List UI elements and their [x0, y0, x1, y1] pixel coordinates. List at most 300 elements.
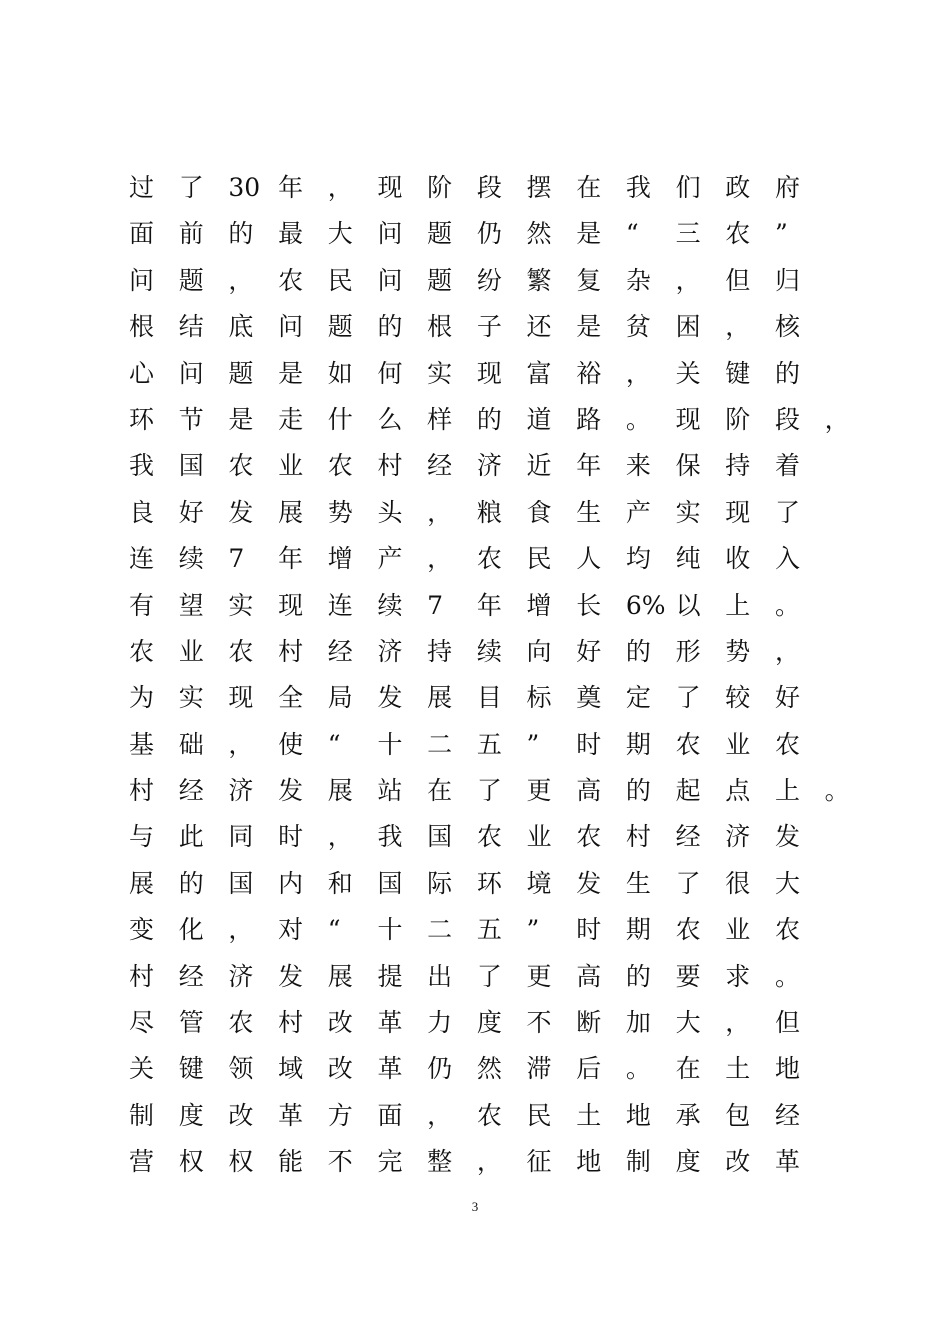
text-glyph: 农: [476, 1100, 502, 1130]
text-glyph: 后: [576, 1054, 602, 1084]
text-glyph: 增: [327, 544, 353, 574]
text-glyph: 连: [327, 590, 353, 620]
text-glyph: 化: [178, 915, 204, 945]
text-glyph: 路: [576, 404, 602, 434]
text-glyph: 经: [427, 451, 453, 481]
text-glyph: 对: [278, 915, 304, 945]
text-line: [129, 304, 909, 350]
text-glyph: 仍: [427, 1054, 453, 1084]
text-glyph: ，: [228, 729, 254, 759]
text-glyph: 摆: [526, 173, 552, 202]
text-glyph: 领: [228, 1054, 254, 1084]
text-glyph: 展: [327, 776, 353, 806]
text-glyph: 展: [278, 497, 304, 527]
text-glyph: 整: [427, 1147, 453, 1177]
text-glyph: 度: [476, 1008, 502, 1038]
text-glyph: 发: [377, 683, 403, 713]
text-glyph: 题: [327, 312, 353, 342]
text-glyph: 题: [427, 265, 453, 295]
text-glyph: 的: [476, 404, 502, 434]
text-line: [129, 861, 909, 907]
text-glyph: 大: [327, 219, 353, 249]
text-glyph: 年: [576, 451, 602, 481]
text-glyph: 权: [228, 1147, 254, 1177]
text-glyph: 杂: [625, 265, 651, 295]
text-glyph: 全: [278, 683, 304, 713]
text-glyph: 力: [427, 1008, 453, 1038]
text-glyph: 势: [327, 497, 353, 527]
text-glyph: ，: [476, 1147, 502, 1177]
text-glyph: 提: [377, 961, 403, 991]
text-glyph: 环: [129, 404, 155, 434]
text-glyph: 好: [576, 636, 602, 666]
text-glyph: 的: [625, 776, 651, 806]
text-glyph: 为: [129, 683, 155, 713]
text-glyph: 村: [129, 776, 155, 806]
text-glyph: 农: [327, 451, 353, 481]
text-glyph: 的: [377, 312, 403, 342]
text-glyph: 纷: [476, 265, 502, 295]
text-glyph: 段: [774, 404, 800, 434]
text-glyph: 是: [278, 358, 304, 388]
text-glyph: 望: [178, 590, 204, 620]
text-glyph: 实: [178, 683, 204, 713]
text-glyph: 现: [377, 173, 403, 202]
text-glyph: 是: [576, 312, 602, 342]
text-glyph: 节: [178, 404, 204, 434]
text-glyph: ，: [427, 544, 453, 574]
text-glyph: 形: [675, 636, 701, 666]
text-glyph: 标: [526, 683, 552, 713]
text-glyph: 样: [427, 404, 453, 434]
text-line: [129, 722, 909, 768]
text-glyph: 了: [476, 961, 502, 991]
text-glyph: 最: [278, 219, 304, 249]
text-glyph: 生: [625, 868, 651, 898]
text-glyph: 发: [278, 776, 304, 806]
text-glyph: 问: [377, 265, 403, 295]
text-glyph: 问: [278, 312, 304, 342]
text-glyph: 时: [278, 822, 304, 852]
text-line: [129, 351, 909, 397]
text-glyph: 经: [327, 636, 353, 666]
text-glyph: 面: [129, 219, 155, 249]
text-glyph: 环: [476, 868, 502, 898]
text-glyph: 均: [625, 544, 651, 574]
text-glyph: 民: [526, 1100, 552, 1130]
text-glyph: 前: [178, 219, 204, 249]
text-glyph: 在: [576, 173, 602, 202]
text-glyph: 题: [427, 219, 453, 249]
text-glyph: 核: [774, 312, 800, 342]
text-glyph: 十: [377, 915, 403, 945]
text-glyph: 期: [625, 729, 651, 759]
text-glyph: 什: [327, 404, 353, 434]
text-glyph: 现: [675, 404, 701, 434]
text-glyph: 点: [725, 776, 751, 806]
text-glyph: 续: [377, 590, 403, 620]
text-glyph: 农: [129, 636, 155, 666]
text-glyph: 大: [675, 1008, 701, 1038]
text-glyph: 繁: [526, 265, 552, 295]
text-glyph: 良: [129, 497, 155, 527]
text-glyph: 度: [178, 1100, 204, 1130]
text-glyph: 生: [576, 497, 602, 527]
text-glyph: 问: [377, 219, 403, 249]
text-glyph: 农: [476, 822, 502, 852]
text-glyph: 基: [129, 729, 155, 759]
text-glyph: 革: [377, 1008, 403, 1038]
text-glyph: 济: [476, 451, 502, 481]
text-glyph: 奠: [576, 683, 602, 713]
text-glyph: 能: [278, 1147, 304, 1177]
text-glyph: 农: [576, 822, 602, 852]
text-glyph: 然: [476, 1054, 502, 1084]
text-glyph: 。: [774, 961, 800, 991]
text-glyph: 问: [129, 265, 155, 295]
text-glyph: 过: [129, 173, 155, 202]
text-glyph: 变: [129, 915, 155, 945]
text-glyph: 与: [129, 822, 155, 852]
text-glyph: 现: [476, 358, 502, 388]
text-glyph: “: [327, 915, 341, 945]
text-glyph: 济: [725, 822, 751, 852]
text-glyph: 发: [576, 868, 602, 898]
text-glyph: 五: [476, 729, 502, 759]
text-glyph: 同: [228, 822, 254, 852]
text-glyph: 农: [725, 219, 751, 249]
text-glyph: 经: [178, 961, 204, 991]
page-number: 3: [471, 1199, 479, 1214]
text-glyph: 仍: [476, 219, 502, 249]
text-line: [129, 536, 909, 582]
text-glyph: ，: [327, 822, 353, 852]
text-glyph: 何: [377, 358, 403, 388]
text-glyph: 续: [178, 544, 204, 574]
text-glyph: 不: [327, 1147, 353, 1177]
text-glyph: 7: [427, 590, 444, 620]
text-glyph: 更: [526, 776, 552, 806]
text-glyph: 心: [129, 358, 155, 388]
text-glyph: 面: [377, 1100, 403, 1130]
text-glyph: 方: [327, 1100, 353, 1130]
text-glyph: 。: [625, 404, 651, 434]
text-glyph: 革: [377, 1054, 403, 1084]
text-glyph: 势: [725, 636, 751, 666]
text-glyph: 键: [178, 1054, 204, 1084]
text-glyph: 结: [178, 312, 204, 342]
text-glyph: 以: [675, 590, 701, 620]
text-glyph: 么: [377, 404, 403, 434]
text-glyph: 的: [625, 961, 651, 991]
text-glyph: 30: [228, 173, 261, 202]
text-line: [129, 258, 909, 304]
text-glyph: 我: [625, 173, 651, 202]
text-glyph: 经: [675, 822, 701, 852]
text-glyph: 地: [774, 1054, 800, 1084]
text-line: [129, 1046, 909, 1092]
text-glyph: 村: [278, 636, 304, 666]
text-glyph: 产: [625, 497, 651, 527]
text-glyph: 业: [725, 915, 751, 945]
text-glyph: 农: [228, 451, 254, 481]
text-line: [129, 1139, 909, 1185]
text-glyph: 民: [526, 544, 552, 574]
text-glyph: ”: [526, 915, 540, 945]
text-glyph: 发: [774, 822, 800, 852]
text-glyph: 键: [725, 358, 751, 388]
text-glyph: 站: [377, 776, 403, 806]
text-glyph: 高: [576, 961, 602, 991]
text-glyph: 在: [427, 776, 453, 806]
text-glyph: 实: [675, 497, 701, 527]
text-glyph: 有: [129, 590, 155, 620]
text-glyph: 题: [228, 358, 254, 388]
text-glyph: 是: [228, 404, 254, 434]
text-glyph: ，: [625, 358, 651, 388]
text-glyph: 发: [278, 961, 304, 991]
text-line: [129, 814, 909, 860]
text-glyph: 年: [476, 590, 502, 620]
text-glyph: 展: [327, 961, 353, 991]
text-glyph: 更: [526, 961, 552, 991]
text-glyph: 向: [526, 636, 552, 666]
text-glyph: ，: [824, 404, 850, 434]
text-glyph: 保: [675, 451, 701, 481]
text-glyph: 但: [725, 265, 751, 295]
text-glyph: 高: [576, 776, 602, 806]
text-glyph: 国: [228, 868, 254, 898]
text-glyph: 制: [625, 1147, 651, 1177]
text-glyph: 了: [675, 683, 701, 713]
text-glyph: 了: [774, 497, 800, 527]
text-line: [129, 583, 909, 629]
text-glyph: 二: [427, 915, 453, 945]
text-glyph: 政: [725, 173, 751, 202]
text-glyph: 复: [576, 265, 602, 295]
text-glyph: 和: [327, 868, 353, 898]
text-glyph: 府: [774, 173, 800, 202]
text-glyph: 国: [377, 868, 403, 898]
text-glyph: 济: [377, 636, 403, 666]
text-glyph: 使: [278, 729, 304, 759]
text-glyph: 农: [278, 265, 304, 295]
text-glyph: 富: [526, 358, 552, 388]
text-glyph: 五: [476, 915, 502, 945]
text-glyph: 着: [774, 451, 800, 481]
text-line: [129, 768, 909, 814]
text-glyph: 国: [427, 822, 453, 852]
text-glyph: 业: [526, 822, 552, 852]
text-glyph: ”: [526, 729, 540, 759]
text-glyph: ，: [725, 1008, 751, 1038]
text-glyph: 业: [278, 451, 304, 481]
text-glyph: 道: [526, 404, 552, 434]
text-glyph: 内: [278, 868, 304, 898]
text-glyph: 收: [725, 544, 751, 574]
text-glyph: 发: [228, 497, 254, 527]
text-glyph: ，: [675, 265, 701, 295]
text-glyph: 展: [427, 683, 453, 713]
body-text: [129, 165, 909, 1186]
text-glyph: 困: [675, 312, 701, 342]
text-line: [129, 954, 909, 1000]
text-glyph: 革: [774, 1147, 800, 1177]
text-glyph: 要: [675, 961, 701, 991]
text-glyph: 展: [129, 868, 155, 898]
text-glyph: 不: [526, 1008, 552, 1038]
text-glyph: 。: [824, 776, 850, 806]
text-glyph: 关: [129, 1054, 155, 1084]
text-line: [129, 211, 909, 257]
text-glyph: 走: [278, 404, 304, 434]
text-glyph: 时: [576, 915, 602, 945]
text-glyph: 的: [178, 868, 204, 898]
text-line: [129, 675, 909, 721]
text-glyph: 段: [476, 173, 502, 202]
text-glyph: 三: [675, 219, 701, 249]
text-glyph: 际: [427, 868, 453, 898]
text-glyph: 境: [526, 868, 552, 898]
text-glyph: 实: [228, 590, 254, 620]
text-glyph: 是: [576, 219, 602, 249]
text-glyph: 此: [178, 822, 204, 852]
text-glyph: 村: [278, 1008, 304, 1038]
text-glyph: 持: [725, 451, 751, 481]
text-glyph: 业: [178, 636, 204, 666]
text-glyph: 营: [129, 1147, 155, 1177]
text-glyph: 的: [228, 219, 254, 249]
text-glyph: 地: [576, 1147, 602, 1177]
text-line: [129, 165, 909, 211]
text-glyph: 制: [129, 1100, 155, 1130]
text-glyph: 连: [129, 544, 155, 574]
text-glyph: 续: [476, 636, 502, 666]
text-glyph: 完: [377, 1147, 403, 1177]
text-glyph: 大: [774, 868, 800, 898]
text-glyph: 地: [625, 1100, 651, 1130]
text-glyph: 入: [774, 544, 800, 574]
text-glyph: 农: [774, 729, 800, 759]
text-glyph: 我: [377, 822, 403, 852]
text-glyph: 底: [228, 312, 254, 342]
text-glyph: “: [327, 729, 341, 759]
text-glyph: 实: [427, 358, 453, 388]
text-glyph: 十: [377, 729, 403, 759]
text-line: [129, 629, 909, 675]
text-glyph: 阶: [725, 404, 751, 434]
text-glyph: 们: [675, 173, 701, 202]
text-glyph: 农: [476, 544, 502, 574]
text-glyph: 。: [774, 590, 800, 620]
text-glyph: 长: [576, 590, 602, 620]
text-glyph: 济: [228, 961, 254, 991]
text-glyph: 归: [774, 265, 800, 295]
text-line: [129, 1093, 909, 1139]
text-glyph: 粮: [476, 497, 502, 527]
text-glyph: 尽: [129, 1008, 155, 1038]
text-line: [129, 397, 909, 443]
text-glyph: 定: [625, 683, 651, 713]
text-line: [129, 443, 909, 489]
text-glyph: 农: [675, 915, 701, 945]
text-glyph: ，: [228, 915, 254, 945]
text-glyph: 在: [675, 1054, 701, 1084]
text-glyph: 但: [774, 1008, 800, 1038]
text-glyph: 题: [178, 265, 204, 295]
text-glyph: 了: [476, 776, 502, 806]
text-glyph: 7: [228, 544, 245, 574]
text-glyph: 二: [427, 729, 453, 759]
text-glyph: 增: [526, 590, 552, 620]
text-glyph: 革: [278, 1100, 304, 1130]
text-glyph: 起: [675, 776, 701, 806]
text-glyph: 的: [774, 358, 800, 388]
text-glyph: ，: [228, 265, 254, 295]
text-glyph: 村: [377, 451, 403, 481]
text-glyph: 础: [178, 729, 204, 759]
text-glyph: 改: [327, 1054, 353, 1084]
text-glyph: 土: [576, 1100, 602, 1130]
text-glyph: 关: [675, 358, 701, 388]
text-glyph: 上: [725, 590, 751, 620]
text-line: [129, 907, 909, 953]
text-glyph: 期: [625, 915, 651, 945]
text-glyph: 民: [327, 265, 353, 295]
text-glyph: 业: [725, 729, 751, 759]
text-glyph: 滞: [526, 1054, 552, 1084]
text-glyph: 阶: [427, 173, 453, 202]
text-glyph: 近: [526, 451, 552, 481]
text-glyph: 6%: [625, 590, 666, 620]
text-glyph: 经: [178, 776, 204, 806]
text-glyph: 改: [327, 1008, 353, 1038]
text-glyph: 加: [625, 1008, 651, 1038]
text-glyph: 持: [427, 636, 453, 666]
text-glyph: 上: [774, 776, 800, 806]
text-glyph: 农: [228, 636, 254, 666]
text-glyph: “: [625, 219, 639, 249]
text-glyph: 现: [228, 683, 254, 713]
text-glyph: 权: [178, 1147, 204, 1177]
text-glyph: 局: [327, 683, 353, 713]
text-glyph: 现: [278, 590, 304, 620]
text-glyph: 根: [129, 312, 155, 342]
text-glyph: 国: [178, 451, 204, 481]
text-glyph: 年: [278, 544, 304, 574]
text-glyph: 根: [427, 312, 453, 342]
text-glyph: 如: [327, 358, 353, 388]
text-glyph: 改: [228, 1100, 254, 1130]
text-glyph: 问: [178, 358, 204, 388]
text-glyph: 头: [377, 497, 403, 527]
text-glyph: ，: [725, 312, 751, 342]
text-glyph: 的: [625, 636, 651, 666]
text-glyph: 目: [476, 683, 502, 713]
text-glyph: 食: [526, 497, 552, 527]
text-glyph: 年: [278, 173, 304, 202]
text-glyph: ，: [774, 636, 800, 666]
text-glyph: 农: [675, 729, 701, 759]
text-glyph: 。: [625, 1054, 651, 1084]
text-glyph: 贫: [625, 312, 651, 342]
text-glyph: 经: [774, 1100, 800, 1130]
text-glyph: 承: [675, 1100, 701, 1130]
text-line: [129, 490, 909, 536]
text-glyph: 土: [725, 1054, 751, 1084]
text-glyph: 好: [774, 683, 800, 713]
text-glyph: 求: [725, 961, 751, 991]
